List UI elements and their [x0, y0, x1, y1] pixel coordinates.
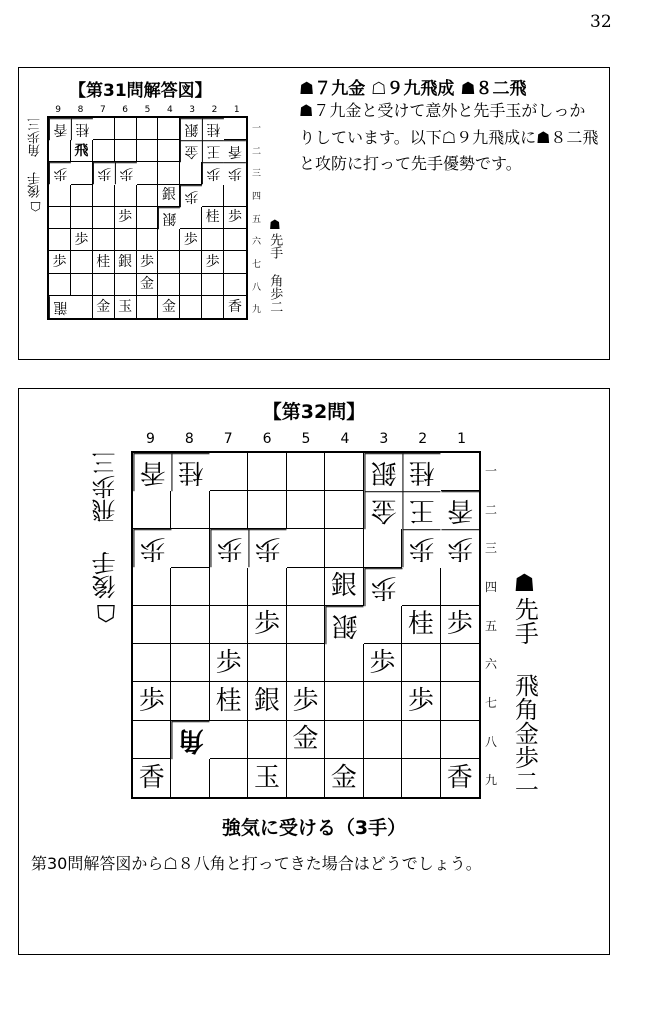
board-square — [441, 644, 479, 682]
shogi-piece: 歩 — [71, 229, 93, 251]
answer-explanation: ☗７九金と受けて意外と先手玉がしっかりしています。以下☖９九飛成に☗８二飛と攻防に打って先手優勢です。 — [299, 101, 599, 173]
board-square — [171, 759, 209, 797]
gote-pieces-in-hand: ☖後手 飛歩三 — [92, 451, 120, 627]
shogi-piece: 玉 — [115, 296, 137, 318]
shogi-piece: 歩 — [248, 529, 286, 567]
board-square — [158, 118, 180, 140]
board-square — [210, 606, 248, 644]
shogi-piece: 歩 — [49, 162, 71, 184]
shogi-piece: 香 — [49, 118, 71, 140]
shogi-piece: 歩 — [115, 162, 137, 184]
shogi-piece: 飛 — [71, 140, 93, 162]
board-square — [248, 644, 286, 682]
rank-label: 八 — [485, 734, 498, 749]
board-square — [93, 140, 115, 162]
shogi-piece: 玉 — [248, 759, 286, 797]
board-square — [210, 721, 248, 759]
board-square — [224, 274, 246, 296]
board-square — [49, 185, 71, 207]
rank-label: 四 — [485, 579, 498, 594]
board-square — [180, 251, 202, 273]
board-square — [402, 721, 440, 759]
board-square — [210, 453, 248, 491]
rank-label: 六 — [485, 657, 498, 672]
rank-label: 九 — [485, 773, 498, 788]
shogi-piece: 香 — [133, 759, 171, 797]
board-square — [202, 274, 224, 296]
board-square — [402, 759, 440, 797]
problem-31-title: 【第31問解答図】 — [69, 81, 212, 101]
shogi-piece: 銀 — [364, 453, 402, 491]
problem-32-subtitle: 強気に受ける（3手） — [221, 817, 407, 839]
file-label: 1 — [457, 431, 467, 447]
file-label: 5 — [301, 431, 311, 447]
rank-labels — [485, 451, 497, 799]
board-square — [248, 568, 286, 606]
shogi-piece: 歩 — [115, 207, 137, 229]
shogi-piece: 香 — [133, 453, 171, 491]
file-label: 8 — [184, 431, 194, 447]
board-square — [93, 185, 115, 207]
file-label: 6 — [122, 105, 129, 115]
rank-label: 八 — [252, 282, 262, 293]
board-square — [325, 529, 363, 567]
board-square — [171, 606, 209, 644]
answer-moves: ☗７九金 ☖９九飛成 ☗８二飛 — [299, 79, 527, 99]
shogi-piece: 金 — [325, 759, 363, 797]
board-square — [402, 644, 440, 682]
board-square — [287, 453, 325, 491]
board-square — [137, 207, 159, 229]
shogi-piece: 歩 — [137, 251, 159, 273]
board-square — [287, 759, 325, 797]
board-square — [402, 568, 440, 606]
board-square — [202, 185, 224, 207]
rank-label: 二 — [485, 502, 498, 517]
board-square — [287, 644, 325, 682]
board-square — [210, 568, 248, 606]
shogi-piece: 金 — [137, 274, 159, 296]
board-square — [133, 644, 171, 682]
board-square — [224, 118, 246, 140]
board-square — [364, 759, 402, 797]
shogi-piece: 桂 — [202, 207, 224, 229]
shogi-piece: 歩 — [248, 606, 286, 644]
file-label: 6 — [262, 431, 272, 447]
board-square — [49, 207, 71, 229]
shogi-piece: 香 — [441, 491, 479, 529]
board-square — [115, 140, 137, 162]
file-label: 5 — [144, 105, 151, 115]
shogi-piece: 銀 — [325, 606, 363, 644]
board-square — [441, 453, 479, 491]
board-square — [133, 491, 171, 529]
board-square — [158, 229, 180, 251]
board-square — [325, 721, 363, 759]
board-square — [71, 162, 93, 184]
board-square — [93, 207, 115, 229]
shogi-piece: 銀 — [158, 207, 180, 229]
file-label: 7 — [99, 105, 106, 115]
shogi-piece: 桂 — [202, 118, 224, 140]
shogi-piece: 歩 — [364, 644, 402, 682]
file-label: 7 — [223, 431, 233, 447]
board-square — [171, 491, 209, 529]
file-label: 3 — [189, 105, 195, 115]
board-square — [224, 229, 246, 251]
board-square — [49, 274, 71, 296]
board-square — [137, 296, 159, 318]
rank-label: 七 — [252, 259, 262, 270]
file-label: 1 — [233, 105, 240, 115]
shogi-piece: 歩 — [180, 229, 202, 251]
shogi-piece: 歩 — [364, 568, 402, 606]
rank-label: 三 — [485, 541, 498, 556]
shogi-piece: 歩 — [180, 185, 202, 207]
board-square — [115, 274, 137, 296]
shogi-piece: 香 — [224, 140, 246, 162]
sente-pieces-in-hand: ☗先手 角歩二 — [267, 218, 283, 313]
shogi-piece: 龍 — [49, 296, 71, 318]
board-square — [287, 606, 325, 644]
board-square — [364, 721, 402, 759]
shogi-piece: 歩 — [202, 251, 224, 273]
shogi-piece: 歩 — [402, 529, 440, 567]
shogi-piece: 銀 — [158, 185, 180, 207]
shogi-piece: 歩 — [287, 682, 325, 720]
rank-label: 二 — [252, 146, 262, 157]
board-square — [137, 229, 159, 251]
board-square — [93, 274, 115, 296]
board-square — [171, 682, 209, 720]
board-square — [210, 759, 248, 797]
board-square — [325, 491, 363, 529]
board-square — [158, 274, 180, 296]
board-square — [133, 721, 171, 759]
shogi-piece: 歩 — [224, 162, 246, 184]
shogi-piece: 歩 — [210, 529, 248, 567]
rank-label: 五 — [485, 618, 498, 633]
shogi-board-31 — [47, 116, 248, 320]
board-square — [180, 162, 202, 184]
shogi-piece: 歩 — [210, 644, 248, 682]
board-square — [71, 185, 93, 207]
board-square — [137, 185, 159, 207]
board-square — [180, 274, 202, 296]
shogi-piece: 歩 — [441, 529, 479, 567]
shogi-piece: 歩 — [133, 682, 171, 720]
shogi-piece: 歩 — [402, 682, 440, 720]
rank-label: 三 — [252, 169, 262, 180]
shogi-piece: 銀 — [325, 568, 363, 606]
file-label: 8 — [77, 105, 84, 115]
rank-label: 四 — [252, 191, 262, 202]
file-label: 4 — [166, 105, 173, 115]
file-label: 9 — [145, 431, 155, 447]
board-square — [248, 491, 286, 529]
board-square — [71, 296, 93, 318]
file-label: 2 — [418, 431, 428, 447]
shogi-piece: 銀 — [180, 118, 202, 140]
board-square — [210, 491, 248, 529]
board-square — [133, 568, 171, 606]
rank-label: 六 — [252, 237, 262, 248]
shogi-piece: 桂 — [171, 453, 209, 491]
shogi-piece: 歩 — [441, 606, 479, 644]
shogi-piece: 歩 — [93, 162, 115, 184]
board-square — [287, 491, 325, 529]
file-label: 9 — [55, 105, 62, 115]
shogi-piece: 桂 — [71, 118, 93, 140]
board-square — [364, 682, 402, 720]
rank-labels — [252, 116, 261, 320]
shogi-piece: 王 — [202, 140, 224, 162]
board-square — [171, 529, 209, 567]
shogi-piece: 金 — [180, 140, 202, 162]
shogi-piece: 金 — [93, 296, 115, 318]
shogi-piece: 歩 — [49, 251, 71, 273]
shogi-piece: 金 — [287, 721, 325, 759]
problem-31-answer-panel — [18, 67, 610, 360]
board-square — [202, 296, 224, 318]
board-square — [171, 568, 209, 606]
board-square — [49, 229, 71, 251]
shogi-piece: 王 — [402, 491, 440, 529]
board-square — [287, 568, 325, 606]
shogi-piece: 歩 — [133, 529, 171, 567]
board-square — [224, 251, 246, 273]
rank-label: 九 — [252, 305, 262, 316]
page-number: 32 — [590, 12, 612, 32]
rank-label: 七 — [485, 695, 498, 710]
rank-label: 一 — [485, 463, 498, 478]
shogi-piece: 歩 — [202, 162, 224, 184]
board-square — [202, 229, 224, 251]
shogi-piece: 銀 — [248, 682, 286, 720]
shogi-piece: 角 — [171, 721, 209, 759]
board-square — [115, 185, 137, 207]
shogi-piece: 香 — [446, 762, 473, 793]
file-label: 4 — [340, 431, 350, 447]
shogi-piece: 桂 — [402, 606, 440, 644]
file-label: 2 — [211, 105, 218, 115]
file-label: 3 — [379, 431, 389, 447]
shogi-piece: 桂 — [93, 251, 115, 273]
board-square — [325, 453, 363, 491]
board-square — [93, 118, 115, 140]
board-square — [180, 296, 202, 318]
board-square — [364, 606, 402, 644]
rank-label: 五 — [252, 214, 262, 225]
board-square — [137, 118, 159, 140]
problem-32-panel — [18, 388, 610, 955]
board-square — [287, 529, 325, 567]
gote-pieces-in-hand: ☖後手 角歩三 — [28, 118, 43, 213]
board-square — [325, 644, 363, 682]
board-square — [71, 274, 93, 296]
board-square — [224, 185, 246, 207]
problem-32-question: 第30問解答図から☖８八角と打ってきた場合はどうでしょう。 — [31, 854, 482, 873]
board-square — [325, 682, 363, 720]
sente-pieces-in-hand: ☗先手 飛角金歩二 — [510, 569, 539, 793]
problem-32-title: 【第32問】 — [262, 401, 366, 423]
board-square — [248, 721, 286, 759]
shogi-piece: 桂 — [210, 682, 248, 720]
board-square — [49, 140, 71, 162]
board-square — [158, 140, 180, 162]
board-square — [71, 207, 93, 229]
shogi-piece: 銀 — [115, 251, 137, 273]
board-square — [364, 529, 402, 567]
shogi-piece: 金 — [364, 491, 402, 529]
board-square — [180, 207, 202, 229]
file-labels — [47, 105, 248, 115]
file-labels — [131, 431, 481, 447]
shogi-piece: 香 — [228, 298, 243, 315]
board-square — [115, 229, 137, 251]
board-square — [158, 251, 180, 273]
board-square — [171, 644, 209, 682]
rank-label: 一 — [252, 123, 262, 134]
shogi-board-32 — [131, 451, 481, 799]
board-square — [441, 682, 479, 720]
board-square — [441, 721, 479, 759]
board-square — [137, 162, 159, 184]
shogi-piece: 桂 — [402, 453, 440, 491]
shogi-piece: 歩 — [224, 207, 246, 229]
board-square — [115, 118, 137, 140]
board-square — [133, 606, 171, 644]
board-square — [248, 453, 286, 491]
board-square — [441, 568, 479, 606]
board-square — [158, 162, 180, 184]
board-square — [137, 140, 159, 162]
board-square — [93, 229, 115, 251]
board-square — [71, 251, 93, 273]
shogi-piece: 金 — [158, 296, 180, 318]
